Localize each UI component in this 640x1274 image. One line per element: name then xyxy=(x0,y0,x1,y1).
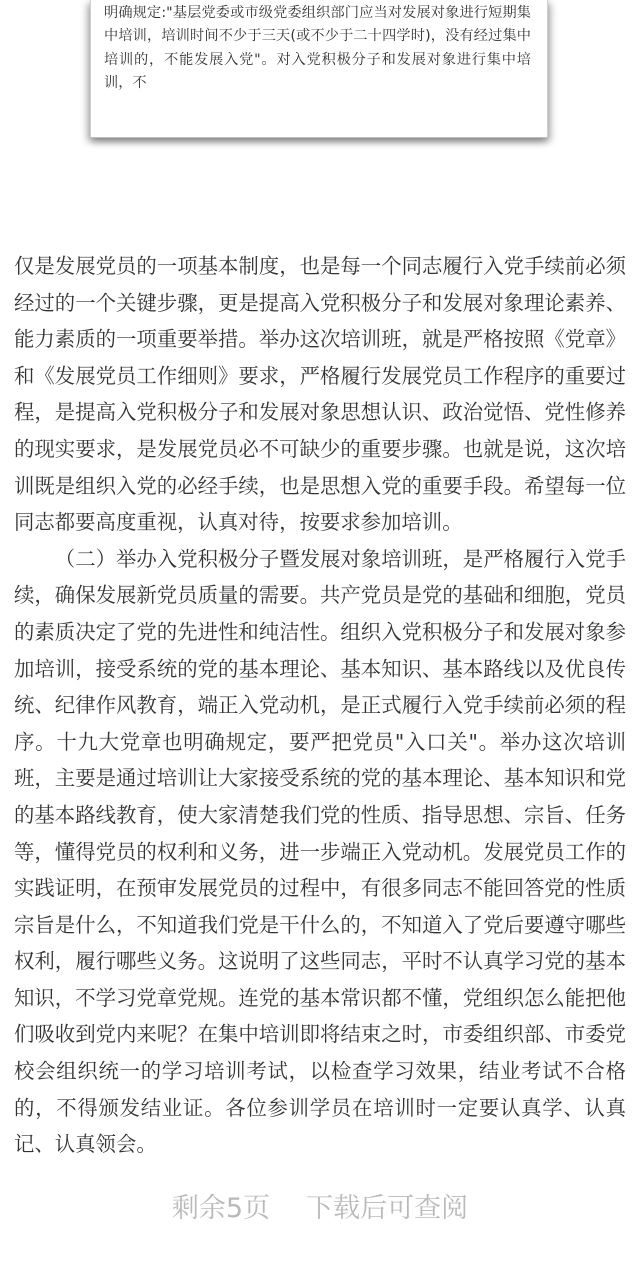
paragraph: （二）举办入党积极分子暨发展对象培训班，是严格履行入党手续，确保发展新党员质量的需要。共产党员是党的基础和细胞，党员的素质决定了党的先进性和纯洁性。组织入党积极分子和发展对象参加培训，接受系统的党的基本理论、基本知识、基本路线以及优良传统、纪律作风教育，端正入党动机，是正式履行入党手续前必须的程序。十九大党章也明确规定，要严把党员"入口关"。举办这次培训班，主要是通过培训让大家接受系统的党的基本理论、基本知识和党的基本路线教育，使大家清楚我们党的性质、指导思想、宗旨、任务等，懂得党员的权利和义务，进一步端正入党动机。发展党员工作的实践证明，在预审发展党员的过程中，有很多同志不能回答党的性质宗旨是什么，不知道我们党是干什么的，不知道入了党后要遵守哪些权利，履行哪些义务。这说明了这些同志，平时不认真学习党的基本知识，不学习党章党规。连党的基本常识都不懂，党组织怎么能把他们吸收到党内来呢？在集中培训即将结束之时，市委组织部、市委党校会组织统一的学习培训考试，以检查学习效果，结业考试不合格的，不得颁发结业证。各位参训学员在培训时一定要认真学、认真记、认真领会。 xyxy=(14,546,626,1157)
preview-page-text: 明确规定:"基层党委或市级党委组织部门应当对发展对象进行短期集中培训，培训时间不少于三天(或不少于二十四学时)，没有经过集中培训的，不能发展入党"。对入党积极分子和发展对象进行集中培训，不 xyxy=(104,5,531,92)
remaining-pages-notice xyxy=(0,1193,640,1225)
download-hint: 下载后可查阅 xyxy=(306,1193,469,1224)
paragraph: 仅是发展党员的一项基本制度，也是每一个同志履行入党手续前必须经过的一个关键步骤，更是提高入党积极分子和发展对象理论素养、能力素质的一项重要举措。举办这次培训班，就是严格按照《党章》和《发展党员工作细则》要求，严格履行发展党员工作程序的重要过程，是提高入党积极分子和发展对象思想认识、政治觉悟、党性修养的现实要求，是发展党员必不可缺少的重要步骤。也就是说，这次培训既是组织入党的必经手续，也是思想入党的重要手段。希望每一位同志都要高度重视，认真对待，按要求参加培训。 xyxy=(14,254,626,535)
document-body xyxy=(0,248,640,1163)
page-preview-card xyxy=(90,0,548,138)
remaining-pages-count: 剩余5页 xyxy=(171,1193,271,1224)
